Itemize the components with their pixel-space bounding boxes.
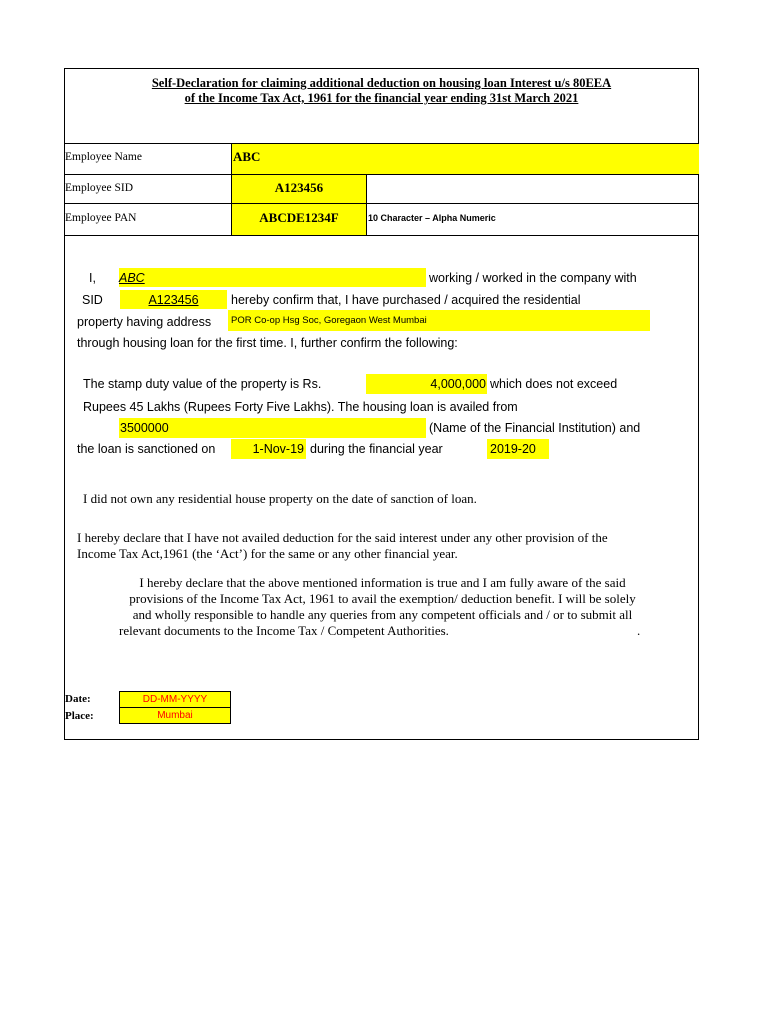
sanction-date[interactable]: 1-Nov-19 <box>231 439 306 459</box>
not-exceed-text: which does not exceed <box>490 377 618 391</box>
employee-name-label: Employee Name <box>65 151 142 163</box>
declarant-name[interactable]: ABC <box>119 268 426 287</box>
sid-label: SID <box>82 293 103 307</box>
i-label: I, <box>89 271 96 285</box>
table-row-divider <box>65 174 698 175</box>
during-text: during the financial year <box>310 442 443 456</box>
working-text: working / worked in the company with <box>429 271 637 285</box>
employee-sid-label: Employee SID <box>65 182 134 194</box>
true-info-line2: provisions of the Income Tax Act, 1961 to avail the exemption/ deduction benefit. I will be solely <box>129 591 636 606</box>
property-label: property having address <box>77 315 212 329</box>
date-label: Date: <box>65 693 91 705</box>
pan-format-note: 10 Character – Alpha Numeric <box>368 213 496 223</box>
institution-text: (Name of the Financial Institution) and <box>429 421 641 435</box>
true-info-line1: I hereby declare that the above mentioned information is true and I am fully aware of the said <box>139 575 626 590</box>
declarant-sid[interactable]: A123456 <box>120 290 227 309</box>
form-title-line2: of the Income Tax Act, 1961 for the financial year ending 31st March 2021 <box>184 91 579 105</box>
table-bottom-border <box>65 235 698 236</box>
true-info-line3: and wholly responsible to handle any queries from any competent officials and / or to submit all <box>132 607 633 622</box>
sanctioned-text: the loan is sanctioned on <box>77 442 216 456</box>
place-value[interactable]: Mumbai <box>119 707 231 724</box>
employee-sid-value[interactable]: A123456 <box>232 175 366 203</box>
date-value[interactable]: DD-MM-YYYY <box>119 691 231 708</box>
employee-pan-value[interactable]: ABCDE1234F <box>232 204 366 235</box>
stamp-duty-value[interactable]: 4,000,000 <box>366 374 487 394</box>
financial-year[interactable]: 2019-20 <box>487 439 549 459</box>
no-property-paragraph: I did not own any residential house property on the date of sanction of loan. <box>83 491 477 506</box>
declaration-form <box>64 68 699 740</box>
table-row-divider <box>65 203 698 204</box>
employee-pan-label: Employee PAN <box>65 212 137 224</box>
no-deduction-line1: I hereby declare that I have not availed deduction for the said interest under any other provision of the <box>77 530 608 545</box>
table-column-divider <box>366 174 367 235</box>
true-info-line4: relevant documents to the Income Tax / Competent Authorities. <box>119 623 449 638</box>
employee-name-value[interactable]: ABC <box>232 144 699 174</box>
financial-institution-value[interactable]: 3500000 <box>119 418 426 438</box>
confirm-text: hereby confirm that, I have purchased / acquired the residential <box>231 293 581 307</box>
rupees-text: Rupees 45 Lakhs (Rupees Forty Five Lakhs). The housing loan is availed from <box>83 400 518 414</box>
place-label: Place: <box>65 710 94 722</box>
property-address[interactable]: POR Co-op Hsg Soc, Goregaon West Mumbai <box>228 310 650 331</box>
no-deduction-line2: Income Tax Act,1961 (the ‘Act’) for the same or any other financial year. <box>77 546 458 561</box>
through-text: through housing loan for the first time. I, further confirm the following: <box>77 336 458 350</box>
form-title-line1: Self-Declaration for claiming additional deduction on housing loan Interest u/s 80EEA <box>151 76 612 90</box>
stamp-duty-text: The stamp duty value of the property is Rs. <box>83 377 322 391</box>
trailing-dot: . <box>637 623 641 638</box>
